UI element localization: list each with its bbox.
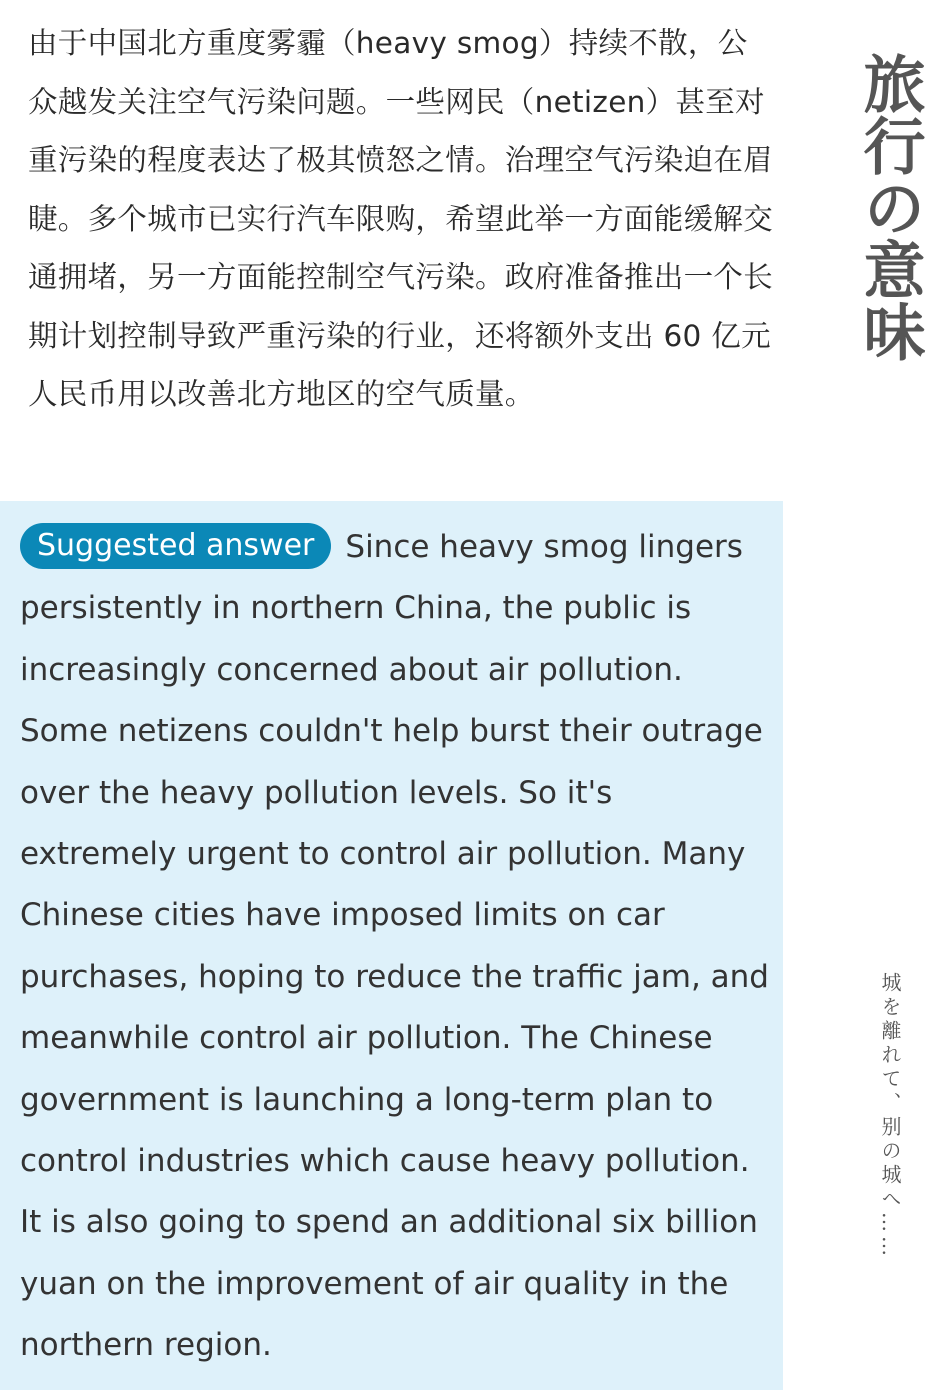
sidebar-caption: 城を離れて、别の城へ…… xyxy=(878,972,902,1260)
chinese-source-passage: 由于中国北方重度雾霾（heavy smog）持续不散，公众越发关注空气污染问题。一些网民（netizen）甚至对重污染的程度表达了极其愤怒之情。治理空气污染迫在眉睫。多个城市已实行汽车限购，希望此举一方面能缓解交通拥堵，另一方面能控制空气污染。政府准备推出一个长期计划控制导致严重污染的行业，还将额外支出 60 亿元人民币用以改善北方地区的空气质量。 xyxy=(28,26,774,411)
suggested-answer-badge: Suggested answer xyxy=(20,523,331,569)
suggested-answer-text-block xyxy=(20,517,770,1377)
sidebar-title: 旅行の意味 xyxy=(853,52,926,362)
suggested-answer-text: Since heavy smog lingers persistently in northern China, the public is increasingly concerned about air pollution. Some netizens couldn't help burst their outrage over the heavy pollution levels. So it's extremely urgent to control air pollution. Many Chinese cities have imposed limits on car purchases, hoping to reduce the traffic jam, and meanwhile control air pollution. The Chinese government is launching a long-term plan to control industries which cause heavy pollution. It is also going to spend an additional six billion yuan on the improvement of air quality in the northern region. xyxy=(20,529,769,1364)
